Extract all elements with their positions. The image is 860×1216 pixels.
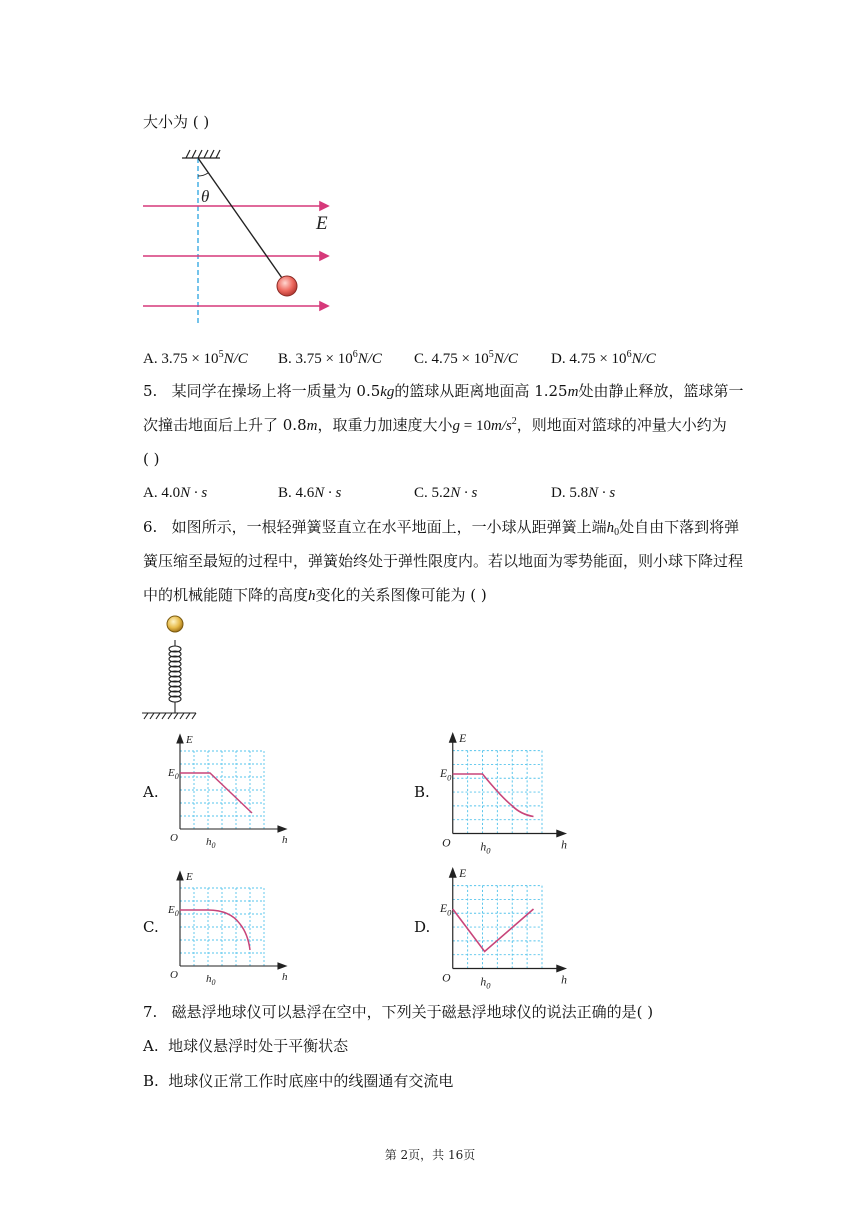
origin-label: O [170,832,178,844]
energy-curve [180,910,250,950]
q6-spring-figure [140,612,200,722]
q4-stem-tail: 大小为 ( ) [143,113,210,131]
h0-tick-label: $h_0$ [206,836,216,850]
falling-ball [167,616,183,632]
pendulum-string [198,158,282,278]
q6-option-b-label[interactable]: B. [414,783,430,801]
energy-curve [180,773,252,813]
x-axis-label: h [282,834,288,846]
q5-option-d[interactable]: D. 5.8N · s [551,485,616,501]
ground-hatch [142,713,196,719]
page-footer: 第 2页，共 16页 [384,1148,476,1162]
q6-option-c-label[interactable]: C. [143,918,159,936]
h0-tick-label: $h_0$ [480,840,491,856]
q4-option-b[interactable]: B. $3.75 \times 10^6N/C$ [278,349,382,367]
y-axis-label: E [459,867,467,881]
q4-option-a[interactable]: A. $3.75 \times 10^5N/C$ [143,349,248,367]
y-axis-label: E [186,871,193,883]
q7-stem: 7. 磁悬浮地球仪可以悬浮在空中，下列关于磁悬浮地球仪的说法正确的是( ) [143,1003,654,1021]
angle-arc [198,173,208,176]
q4-option-c[interactable]: C. $4.75 \times 10^5N/C$ [414,349,518,367]
e0-label: $E_0$ [440,902,452,918]
ceiling-hatch [182,150,220,158]
graph-a[interactable] [168,733,296,850]
e0-label: $E_0$ [440,767,452,783]
h0-tick-label: $h_0$ [480,975,491,991]
q6-option-a-label[interactable]: A. [143,783,159,801]
field-lines [143,202,328,310]
x-axis-label: h [561,838,567,852]
spring [169,640,181,713]
q4-option-d[interactable]: D. $4.75 \times 10^6N/C$ [551,349,656,367]
graph-axes [177,735,286,832]
graph-axes [450,869,566,972]
field-label: E [316,213,328,234]
q5-line1: 5. 某同学在操场上将一质量为 0.5kg的篮球从距离地面高 1.25m处由静止释放，篮球第一 [143,382,744,400]
q6-line2: 簧压缩至最短的过程中，弹簧始终处于弹性限度内。若以地面为零势能面，则小球下降过程 [143,552,744,570]
energy-curve [453,774,534,817]
graph-grid [180,888,264,966]
q6-line3: 中的机械能随下降的高度h变化的关系图像可能为 ( ) [143,586,487,604]
q7-option-a[interactable]: A. 地球仪悬浮时处于平衡状态 [143,1037,349,1055]
h0-tick-label: $h_0$ [206,973,216,987]
q4-pendulum-figure [140,148,340,330]
q5-option-c[interactable]: C. 5.2N · s [414,485,478,501]
graph-b[interactable] [440,731,576,856]
y-axis-label: E [459,732,467,746]
q5-option-a[interactable]: A. 4.0N · s [143,485,208,501]
q5-line2: 次撞击地面后上升了 0.8m，取重力加速度大小$g = 10m/s^2$，则地面对篮球的冲量大小约为 [143,416,727,434]
graph-axes [450,734,566,837]
q6-option-d-label[interactable]: D. [414,918,431,936]
q6-line1: 6. 如图所示，一根轻弹簧竖直立在水平地面上，一小球从距弹簧上端$h_0$处自由下落到将弹 [143,518,740,538]
origin-label: O [442,836,451,850]
y-axis-label: E [186,734,193,746]
q5-option-b[interactable]: B. 4.6N · s [278,485,342,501]
x-axis-label: h [561,973,567,987]
graph-d[interactable] [440,866,576,991]
e0-label: $E_0$ [168,767,179,781]
q7-option-b[interactable]: B. 地球仪正常工作时底座中的线圈通有交流电 [143,1072,454,1090]
e0-label: $E_0$ [168,904,179,918]
graph-c[interactable] [168,870,296,987]
graph-axes [177,872,286,969]
origin-label: O [170,969,178,981]
origin-label: O [442,971,451,985]
angle-label: θ [201,187,210,206]
q5-line3: ( ) [143,450,160,468]
energy-curve [453,909,534,952]
charged-ball [277,276,297,296]
graph-grid [180,751,264,829]
x-axis-label: h [282,971,288,983]
